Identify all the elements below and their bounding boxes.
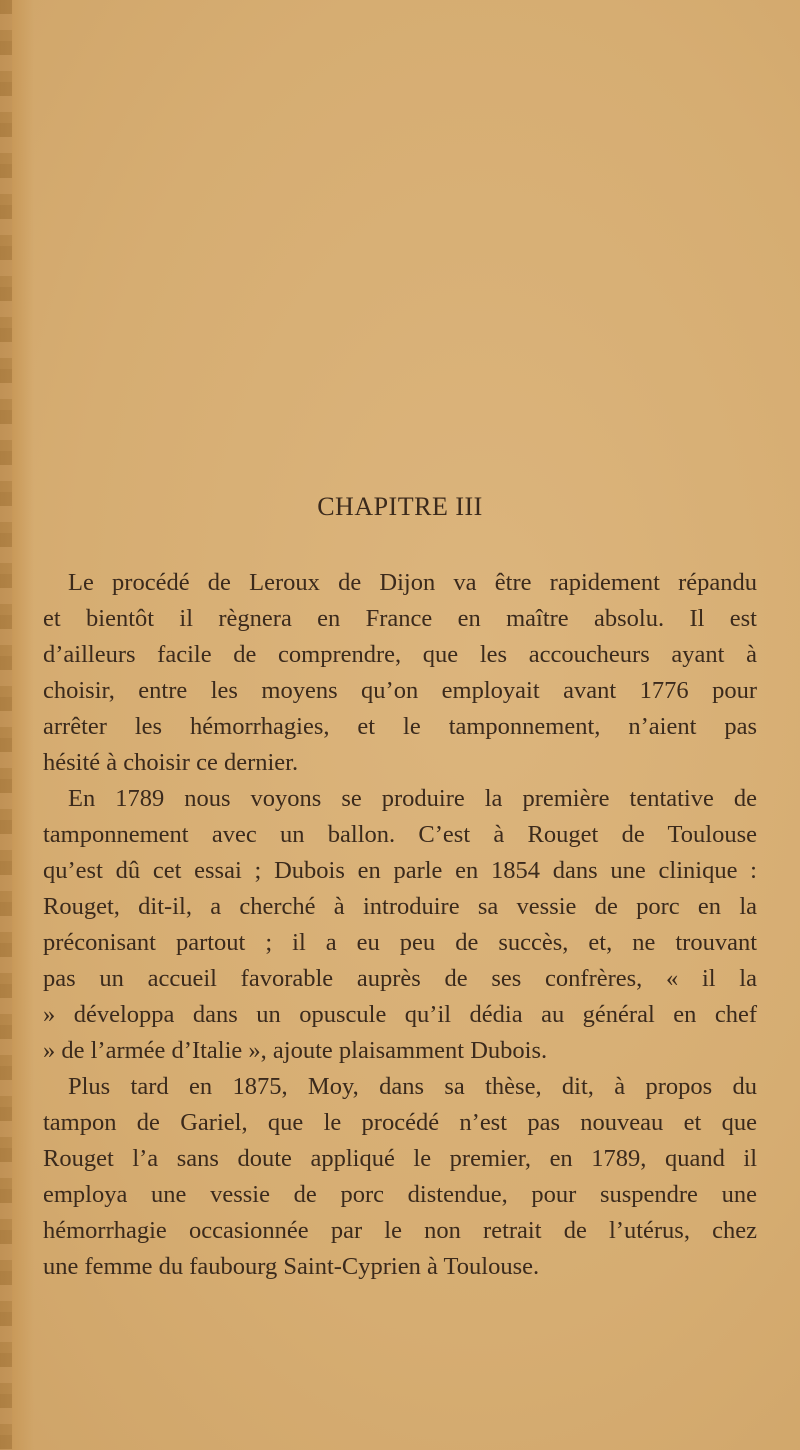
text-line: et bientôt il règnera en France en maître absolu. Il est (43, 605, 757, 632)
page-binding-edge (0, 0, 12, 1450)
text-line: En 1789 nous voyons se produire la première tentative de (68, 785, 757, 812)
chapter-title: CHAPITRE III (317, 492, 483, 521)
body-text (43, 565, 757, 1285)
text-line: qu’est dû cet essai ; Dubois en parle en 1854 dans une clinique : (43, 857, 757, 884)
text-line: arrêter les hémorrhagies, et le tamponnement, n’aient pas (43, 713, 757, 740)
text-line: préconisant partout ; il a eu peu de succès, et, ne trouvant (43, 929, 757, 956)
text-line: tampon de Gariel, que le procédé n’est pas nouveau et que (43, 1109, 757, 1136)
text-line: hésité à choisir ce dernier. (43, 749, 299, 776)
text-line: pas un accueil favorable auprès de ses confrères, « il la (43, 965, 757, 992)
text-line: Le procédé de Leroux de Dijon va être rapidement répandu (68, 569, 757, 596)
text-line: choisir, entre les moyens qu’on employait avant 1776 pour (43, 677, 757, 704)
text-line: Rouget l’a sans doute appliqué le premier, en 1789, quand il (43, 1145, 757, 1172)
text-line: hémorrhagie occasionnée par le non retrait de l’utérus, chez (43, 1217, 757, 1244)
text-line: une femme du faubourg Saint-Cyprien à Toulouse. (43, 1253, 540, 1280)
text-line: employa une vessie de porc distendue, pour suspendre une (43, 1181, 757, 1208)
text-line: Rouget, dit-il, a cherché à introduire sa vessie de porc en la (43, 893, 757, 920)
text-line: tamponnement avec un ballon. C’est à Rouget de Toulouse (43, 821, 757, 848)
text-line: Plus tard en 1875, Moy, dans sa thèse, dit, à propos du (68, 1073, 757, 1100)
text-line: » de l’armée d’Italie », ajoute plaisamment Dubois. (43, 1037, 548, 1064)
text-line: d’ailleurs facile de comprendre, que les accoucheurs ayant à (43, 641, 757, 668)
text-line: » développa dans un opuscule qu’il dédia au général en chef (43, 1001, 757, 1028)
